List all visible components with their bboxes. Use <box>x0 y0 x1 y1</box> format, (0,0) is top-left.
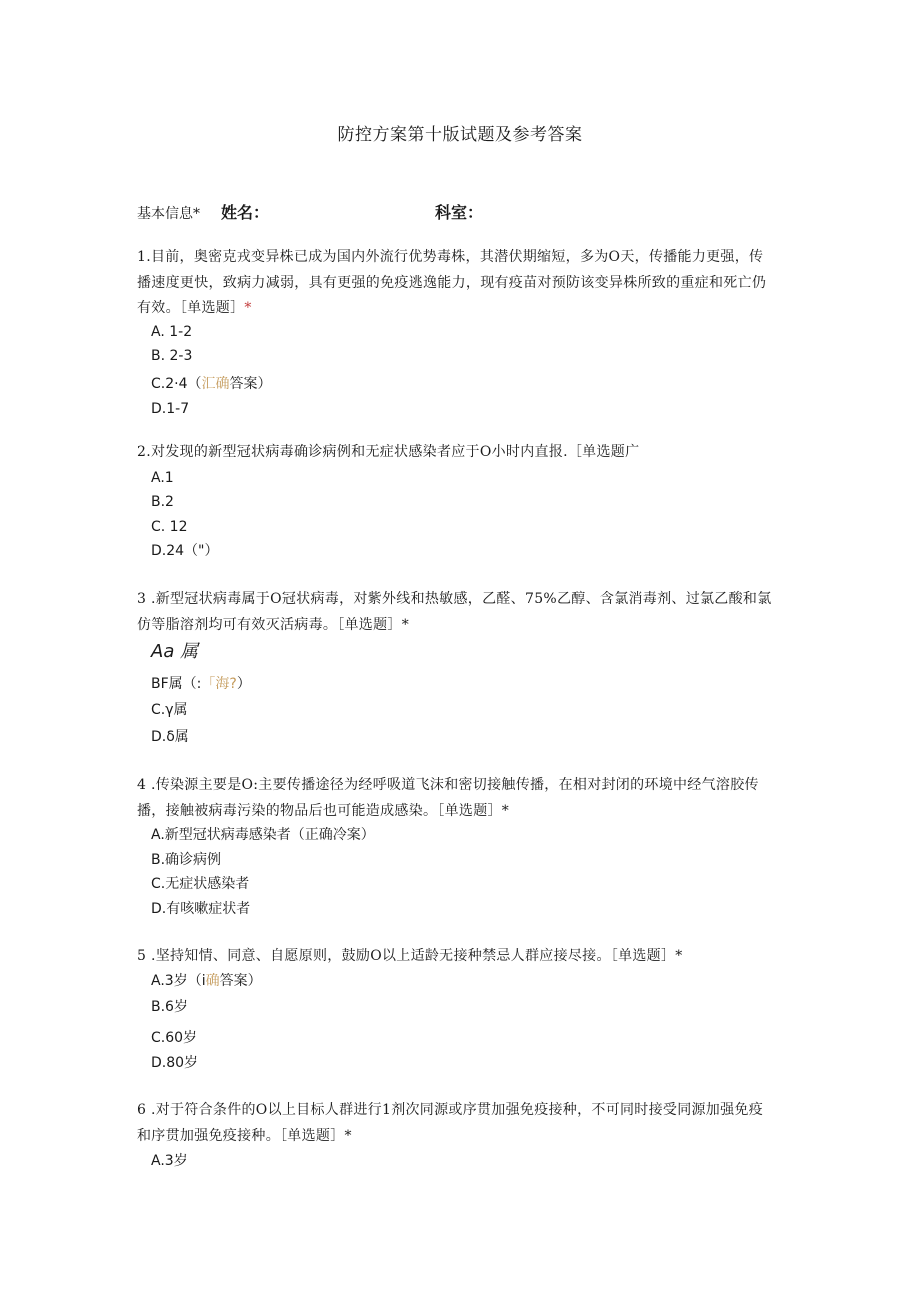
q5-option-a[interactable] <box>151 971 262 991</box>
q2-option-a[interactable]: A.1 <box>151 470 174 486</box>
q1-option-c-text: C.2·4（ <box>151 376 202 392</box>
q2-option-d[interactable]: D.24（"） <box>151 543 219 559</box>
q2-option-b[interactable]: B.2 <box>151 494 174 510</box>
q1-option-c[interactable] <box>151 374 272 394</box>
document-title: 防控方案第十版试题及参考答案 <box>337 125 583 145</box>
department-field-label[interactable]: 科室： <box>435 203 484 222</box>
q2-option-c[interactable]: C. 12 <box>151 519 188 535</box>
q5-option-c[interactable]: C.60岁 <box>151 1030 198 1046</box>
q4-option-d[interactable]: D.有咳嗽症状者 <box>151 901 251 917</box>
question-1 <box>137 245 777 322</box>
basic-info-label: 基本信息* <box>137 206 200 222</box>
question-1-text: 1.目前，奥密克戎变异株已成为国内外流行优势毒株，其潜伏期缩短，多为O天，传播能力更强，传播速度更快，致病力减弱，具有更强的免疫逃逸能力，现有疫苗对预防该变异株所致的重症和死亡仍有效。［单选题］ <box>137 249 767 316</box>
question-3 <box>137 587 777 638</box>
question-3-text: 3 .新型冠状病毒属于O冠状病毒，对紫外线和热敏感，乙醛、75%乙醇、含氯消毒剂、过氯乙酸和氯仿等脂溶剂均可有效灭活病毒。［单选题］* <box>137 591 772 633</box>
q1-option-c-faint: 汇确 <box>201 376 230 392</box>
q5-option-d[interactable]: D.80岁 <box>151 1055 199 1071</box>
question-5 <box>137 944 777 970</box>
q4-option-c[interactable]: C.无症状感染者 <box>151 876 250 892</box>
q3-option-a[interactable]: Aa 属 <box>151 641 199 662</box>
basic-info-row <box>137 200 797 226</box>
q1-option-c-suffix: 答案） <box>229 376 272 392</box>
q1-option-b[interactable]: B. 2-3 <box>151 348 193 364</box>
question-5-text: 5 .坚持知情、同意、自愿原则，鼓励O以上适龄无接种禁忌人群应接尽接。［单选题］* <box>137 948 683 964</box>
q3-option-b-suffix: ） <box>236 676 251 692</box>
question-2 <box>137 440 777 466</box>
q5-option-a-faint: 确 <box>205 973 220 989</box>
question-6-text: 6 .对于符合条件的O以上目标人群进行1剂次同源或序贯加强免疫接种，不可同时接受同源加强免疫和序贯加强免疫接种。［单选题］* <box>137 1102 763 1144</box>
q3-option-c[interactable]: C.γ属 <box>151 702 188 718</box>
q1-option-a[interactable]: A. 1-2 <box>151 324 193 340</box>
q3-option-b[interactable] <box>151 674 251 694</box>
q1-option-d[interactable]: D.1-7 <box>151 401 190 417</box>
question-4 <box>137 773 777 824</box>
q3-option-d[interactable]: D.δ属 <box>151 729 189 745</box>
q4-option-b[interactable]: B.确诊病例 <box>151 852 222 868</box>
question-4-text: 4 .传染源主要是O:主要传播途径为经呼吸道飞沫和密切接触传播，在相对封闭的环境中经气溶胶传播，接触被病毒污染的物品后也可能造成感染。［单选题］* <box>137 777 759 819</box>
q5-option-a-text: A.3岁（i <box>151 973 206 989</box>
question-6 <box>137 1098 777 1149</box>
q3-option-b-faint: 「海? <box>201 676 237 692</box>
question-2-text: 2.对发现的新型冠状病毒确诊病例和无症状感染者应于O小时内直报.［单选题广 <box>137 444 640 460</box>
q6-option-a[interactable]: A.3岁 <box>151 1153 188 1169</box>
q4-option-a[interactable]: A.新型冠状病毒感染者（正确冷案） <box>151 827 375 843</box>
q5-option-b[interactable]: B.6岁 <box>151 999 188 1015</box>
required-marker: * <box>244 300 252 316</box>
q5-option-a-suffix: 答案） <box>219 973 262 989</box>
name-field-label[interactable]: 姓名： <box>221 203 270 222</box>
q3-option-b-text: BF属（: <box>151 676 202 692</box>
